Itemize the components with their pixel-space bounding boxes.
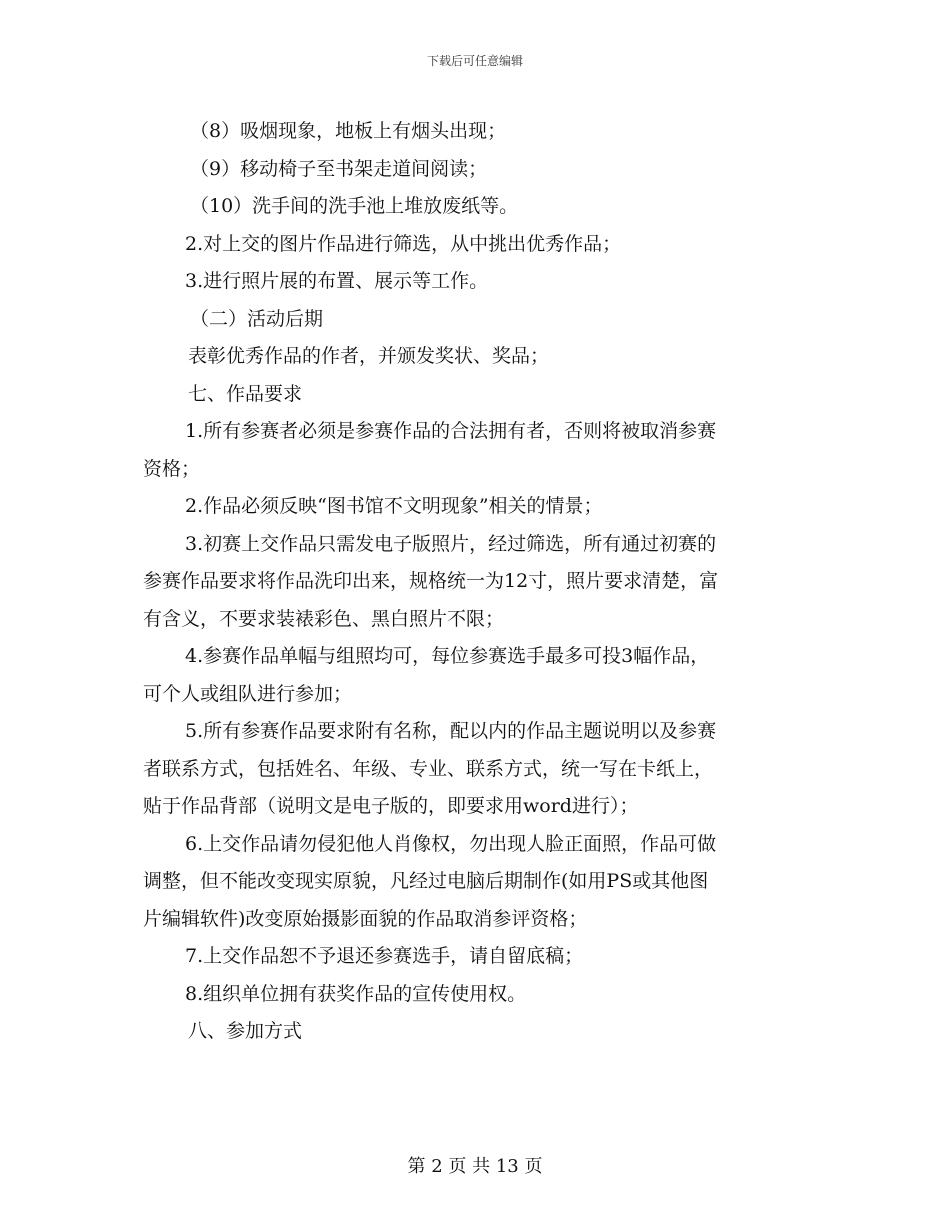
text-line: 资格； [143,457,201,480]
text-line: 6.上交作品请勿侵犯他人肖像权，勿出现人脸正面照，作品可做 [185,832,717,855]
text-line: 7.上交作品恕不予退还参赛选手，请自留底稿； [185,945,584,967]
text-line: 片编辑软件)改变原始摄影面貌的作品取消参评资格； [143,907,588,930]
text-line: （10）洗手间的洗手池上堆放废纸等。 [190,195,519,217]
page-header: 下载后可任意编辑 [426,54,523,68]
text-line: 3.进行照片展的布置、展示等工作。 [185,270,489,292]
text-line: 有含义，不要求装裱彩色、黑白照片不限； [143,607,505,630]
text-line: 5.所有参赛作品要求附有名称，配以内的作品主题说明以及参赛 [185,720,717,742]
section-heading: 八、参加方式 [188,1020,303,1042]
text-line: 可个人或组队进行参加； [143,682,353,705]
text-line: 调整，但不能改变现实原貌，凡经过电脑后期制作(如用PS或其他图 [143,870,709,892]
text-line: 1.所有参赛者必须是参赛作品的合法拥有者，否则将被取消参赛 [185,420,717,442]
text-line: 8.组织单位拥有获奖作品的宣传使用权。 [185,982,527,1005]
text-line: （8）吸烟现象，地板上有烟头出现； [190,120,507,142]
document-body [143,113,803,1051]
text-line: 参赛作品要求将作品洗印出来，规格统一为12寸，照片要求清楚，富 [143,570,719,592]
text-line: （9）移动椅子至书架走道间阅读； [190,157,488,180]
text-line: 3.初赛上交作品只需发电子版照片，经过筛选，所有通过初赛的 [185,532,717,555]
text-line: 者联系方式，包括姓名、年级、专业、联系方式，统一写在卡纸上， [143,757,714,780]
text-line: 4.参赛作品单幅与组照均可，每位参赛选手最多可投3幅作品， [185,645,710,667]
section-heading: 七、作品要求 [188,382,303,405]
text-line: 表彰优秀作品的作者，并颁发奖状、奖品； [188,345,550,367]
text-line: 2.对上交的图片作品进行筛选，从中挑出优秀作品； [185,232,622,255]
text-line: 贴于作品背部（说明文是电子版的，即要求用word进行）； [143,795,639,817]
text-line: 2.作品必须反映“图书馆不文明现象”相关的情景； [185,495,603,517]
text-line: （二）活动后期 [190,307,324,330]
page-number-footer: 第 2 页 共 13 页 [407,1156,543,1177]
